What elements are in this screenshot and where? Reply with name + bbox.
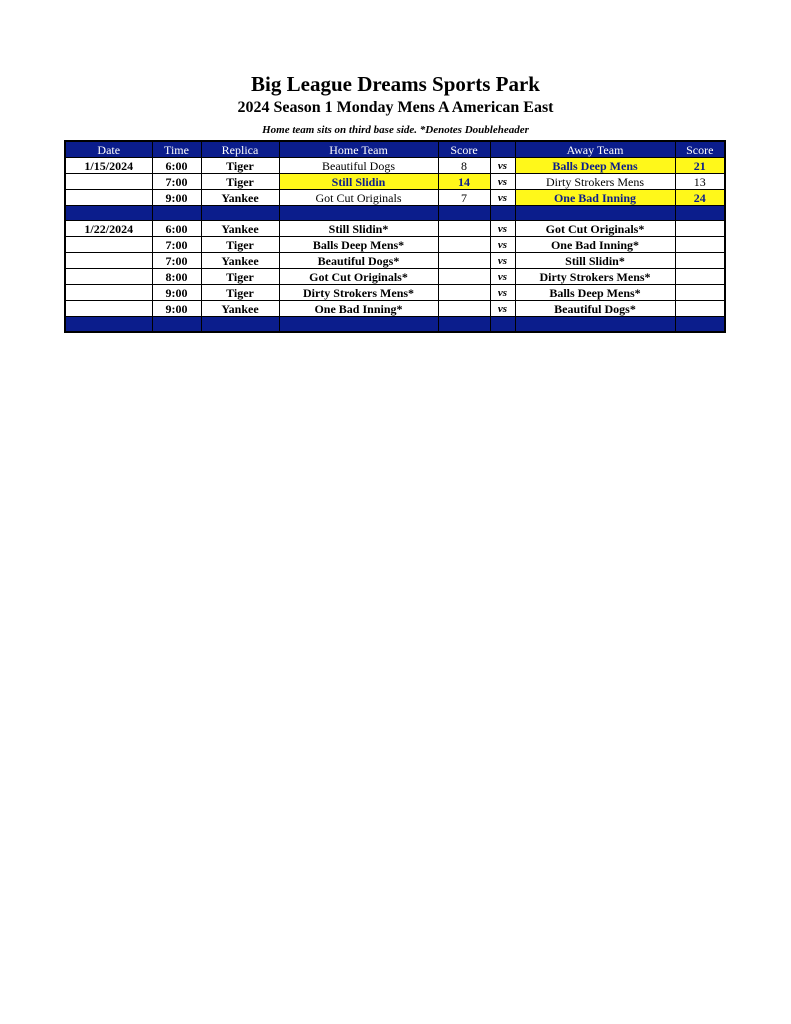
replica-cell: Tiger — [201, 158, 279, 174]
vs-cell: vs — [490, 158, 515, 174]
date-cell: 1/15/2024 — [65, 158, 152, 174]
date-cell — [65, 269, 152, 285]
date-cell — [65, 190, 152, 206]
away-score-cell — [675, 285, 725, 301]
col-home-team: Home Team — [279, 141, 438, 158]
home-score-cell — [438, 253, 490, 269]
vs-cell: vs — [490, 285, 515, 301]
table-row — [65, 174, 725, 190]
away-score-cell — [675, 237, 725, 253]
vs-cell: vs — [490, 174, 515, 190]
time-cell: 9:00 — [152, 301, 201, 317]
away-team-cell: One Bad Inning — [515, 190, 675, 206]
time-cell: 9:00 — [152, 285, 201, 301]
replica-cell: Yankee — [201, 190, 279, 206]
schedule-note: Home team sits on third base side. *Denotes Doubleheader — [262, 124, 529, 136]
table-row — [65, 269, 725, 285]
replica-cell: Tiger — [201, 269, 279, 285]
home-score-cell: 8 — [438, 158, 490, 174]
time-cell: 7:00 — [152, 237, 201, 253]
separator-band — [65, 317, 725, 333]
away-score-cell — [675, 301, 725, 317]
date-cell — [65, 285, 152, 301]
date-cell — [65, 237, 152, 253]
time-cell: 8:00 — [152, 269, 201, 285]
date-cell: 1/22/2024 — [65, 221, 152, 237]
col-replica: Replica — [201, 141, 279, 158]
table-row — [65, 158, 725, 174]
col-vs — [490, 141, 515, 158]
header-row — [65, 141, 725, 158]
home-team-cell: Got Cut Originals — [279, 190, 438, 206]
replica-cell: Tiger — [201, 174, 279, 190]
vs-cell: vs — [490, 221, 515, 237]
col-away-score: Score — [675, 141, 725, 158]
col-time: Time — [152, 141, 201, 158]
col-date: Date — [65, 141, 152, 158]
separator-band — [65, 206, 725, 221]
vs-cell: vs — [490, 237, 515, 253]
home-team-cell: Got Cut Originals* — [279, 269, 438, 285]
date-cell — [65, 174, 152, 190]
table-row — [65, 221, 725, 237]
col-away-team: Away Team — [515, 141, 675, 158]
away-score-cell — [675, 221, 725, 237]
replica-cell: Tiger — [201, 237, 279, 253]
away-team-cell: Still Slidin* — [515, 253, 675, 269]
home-score-cell: 14 — [438, 174, 490, 190]
home-team-cell: Still Slidin — [279, 174, 438, 190]
home-score-cell — [438, 301, 490, 317]
table-row — [65, 301, 725, 317]
away-team-cell: Balls Deep Mens* — [515, 285, 675, 301]
time-cell: 7:00 — [152, 174, 201, 190]
vs-cell: vs — [490, 190, 515, 206]
home-score-cell — [438, 237, 490, 253]
away-team-cell: One Bad Inning* — [515, 237, 675, 253]
home-team-cell: Dirty Strokers Mens* — [279, 285, 438, 301]
page-title: Big League Dreams Sports Park — [251, 72, 540, 96]
table-row — [65, 285, 725, 301]
replica-cell: Yankee — [201, 301, 279, 317]
table-row — [65, 237, 725, 253]
away-score-cell: 21 — [675, 158, 725, 174]
home-team-cell: Beautiful Dogs — [279, 158, 438, 174]
away-score-cell: 24 — [675, 190, 725, 206]
replica-cell: Tiger — [201, 285, 279, 301]
away-team-cell: Beautiful Dogs* — [515, 301, 675, 317]
time-cell: 6:00 — [152, 158, 201, 174]
home-team-cell: One Bad Inning* — [279, 301, 438, 317]
table-row — [65, 190, 725, 206]
vs-cell: vs — [490, 253, 515, 269]
schedule-table — [64, 140, 726, 333]
home-score-cell — [438, 221, 490, 237]
home-team-cell: Still Slidin* — [279, 221, 438, 237]
replica-cell: Yankee — [201, 253, 279, 269]
home-team-cell: Beautiful Dogs* — [279, 253, 438, 269]
away-score-cell — [675, 253, 725, 269]
replica-cell: Yankee — [201, 221, 279, 237]
date-cell — [65, 301, 152, 317]
away-score-cell — [675, 269, 725, 285]
home-team-cell: Balls Deep Mens* — [279, 237, 438, 253]
home-score-cell — [438, 285, 490, 301]
away-team-cell: Dirty Strokers Mens* — [515, 269, 675, 285]
vs-cell: vs — [490, 269, 515, 285]
time-cell: 9:00 — [152, 190, 201, 206]
away-team-cell: Balls Deep Mens — [515, 158, 675, 174]
away-team-cell: Got Cut Originals* — [515, 221, 675, 237]
page-subtitle: 2024 Season 1 Monday Mens A American East — [237, 99, 554, 116]
time-cell: 6:00 — [152, 221, 201, 237]
date-cell — [65, 253, 152, 269]
away-team-cell: Dirty Strokers Mens — [515, 174, 675, 190]
vs-cell: vs — [490, 301, 515, 317]
home-score-cell: 7 — [438, 190, 490, 206]
time-cell: 7:00 — [152, 253, 201, 269]
home-score-cell — [438, 269, 490, 285]
table-row — [65, 253, 725, 269]
col-home-score: Score — [438, 141, 490, 158]
away-score-cell: 13 — [675, 174, 725, 190]
